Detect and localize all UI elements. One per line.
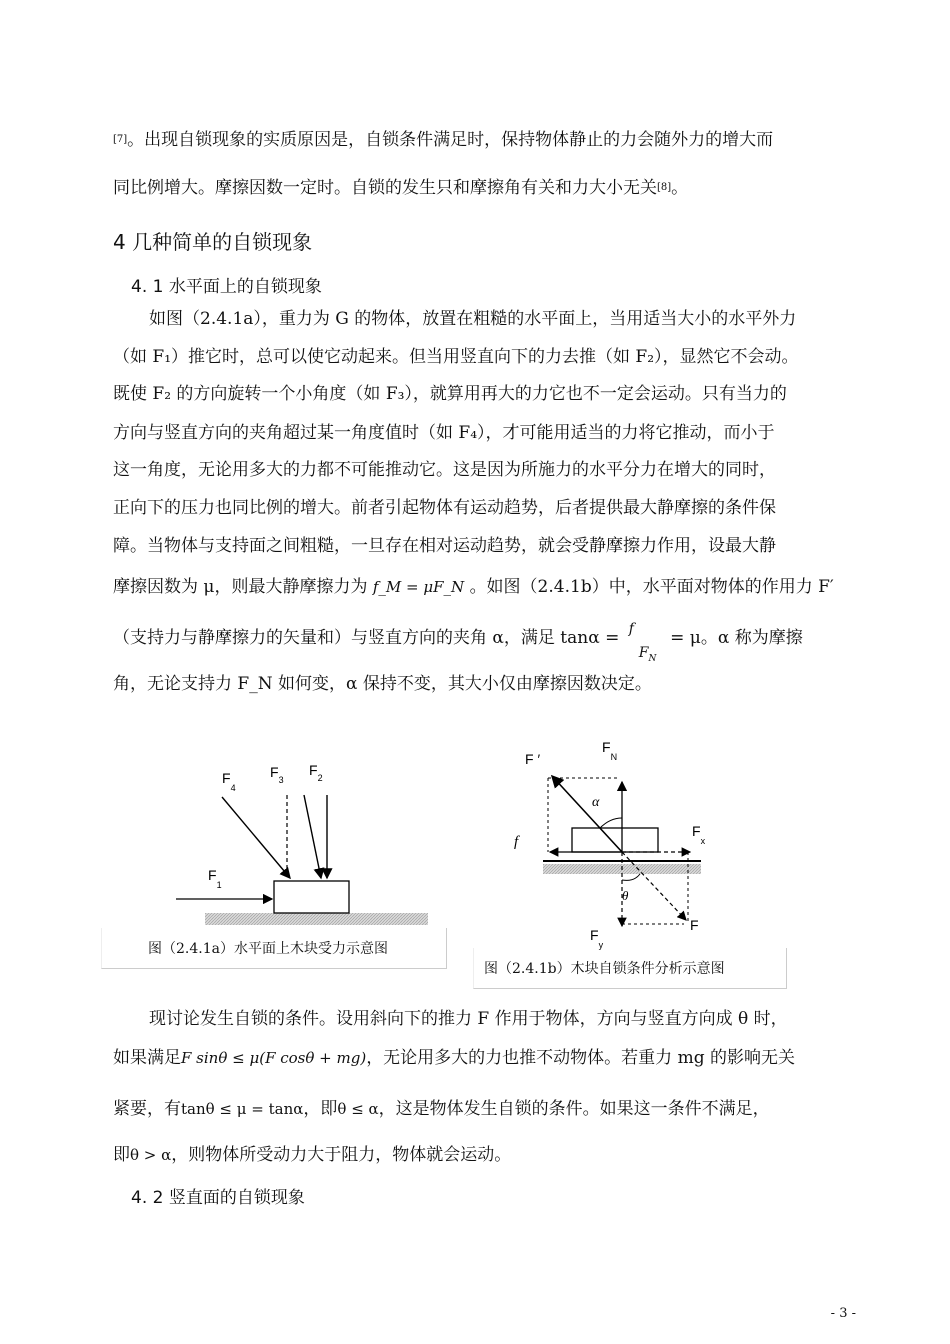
- para-line: 同比例增大。摩擦因数一定时。自锁的发生只和摩擦角有关和力大小无关[8]。: [113, 178, 689, 198]
- para-line: 这一角度，无论用多大的力都不可能推动它。这是因为所施力的水平分力在增大的同时，: [113, 460, 776, 480]
- block: [274, 881, 349, 913]
- alpha-arc: [600, 818, 622, 828]
- equation: f_M = μF_N: [372, 578, 465, 596]
- para-line: 障。当物体与支持面之间粗糙，一旦存在相对运动趋势，就会受静摩擦力作用，设最大静: [113, 536, 776, 556]
- page-number: - 3 -: [830, 1306, 856, 1321]
- figure-b-caption: 图（2.4.1b）木块自锁条件分析示意图: [484, 961, 725, 977]
- para-line: （如 F₁）推它时，总可以使它动起来。但当用竖直向下的力去推（如 F₂），显然它不会动。: [113, 347, 799, 367]
- section-heading: 4 几种简单的自锁现象: [113, 230, 313, 254]
- force-f4-arrow: [222, 797, 290, 878]
- label-fx: $F_x$: [692, 823, 706, 846]
- label-alpha: α: [592, 795, 600, 810]
- label-fn: $F_N$: [602, 740, 618, 762]
- para-line: （支持力与静摩擦力的矢量和）与竖直方向的夹角 α，满足 tanα = f $F_N$ = μ。α 称为摩擦: [113, 620, 803, 664]
- para-line: 即θ > α，则物体所受动力大于阻力，物体就会运动。: [113, 1145, 512, 1165]
- para-line: 如果满足F sinθ ≤ μ(F cosθ + mg)，无论用多大的力也推不动物体。若重力 mg 的影响无关: [113, 1048, 795, 1068]
- block: [572, 828, 658, 852]
- ground: [205, 913, 428, 925]
- para-line: 正向下的压力也同比例的增大。前者引起物体有运动趋势，后者提供最大静摩擦的条件保: [113, 498, 776, 518]
- force-f3-arrow: [304, 795, 321, 878]
- para-line: 现讨论发生自锁的条件。设用斜向下的推力 F 作用于物体，方向与竖直方向成 θ 时，: [149, 1009, 788, 1029]
- para-line: 角，无论支持力 F_N 如何变，α 保持不变，其大小仅由摩擦因数决定。: [113, 674, 652, 694]
- equation: θ > α: [130, 1146, 172, 1164]
- para-line: 如图（2.4.1a），重力为 G 的物体，放置在粗糙的水平面上，当用适当大小的水平外力: [149, 309, 797, 329]
- theta-arc: [622, 874, 640, 880]
- label-force-f: F: [690, 917, 699, 933]
- label-fy: $F_y$: [590, 927, 604, 950]
- label-f3: $F_3$: [270, 764, 284, 785]
- label-f-prime: F ′: [525, 751, 541, 767]
- para-line: 既使 F₂ 的方向旋转一个小角度（如 F₃），就算用再大的力它也不一定会运动。只有当力的: [113, 384, 787, 404]
- label-f4: $F_4$: [222, 770, 236, 793]
- force-f-arrow: [622, 852, 686, 920]
- label-f1: $F_1$: [208, 867, 222, 890]
- label-f: f: [514, 834, 519, 850]
- citation: [8]: [657, 182, 672, 193]
- subsection-heading: 4. 1 水平面上的自锁现象: [131, 277, 322, 297]
- figure-2-4-1b: [500, 740, 760, 950]
- equation: F sinθ ≤ μ(F cosθ + mg): [181, 1049, 367, 1067]
- para-line: 紧要，有tanθ ≤ μ = tanα，即θ ≤ α，这是物体发生自锁的条件。如果这一条件不满足，: [113, 1099, 770, 1119]
- para-line: [7]。出现自锁现象的实质原因是，自锁条件满足时，保持物体静止的力会随外力的增大而: [113, 130, 774, 150]
- label-theta: θ: [622, 888, 629, 903]
- fraction-f-over-FN: f $F_N$: [628, 620, 657, 664]
- para-line: 方向与竖直方向的夹角超过某一角度值时（如 F₄），才可能用适当的力将它推动，而小于: [113, 423, 775, 443]
- subsection-heading: 4. 2 竖直面的自锁现象: [131, 1188, 305, 1208]
- equation: tanθ ≤ μ = tanα: [181, 1100, 304, 1118]
- para-line: 摩擦因数为 μ，则最大静摩擦力为 f_M = μF_N 。如图（2.4.1b）中，水平面对物体的作用力 F′: [113, 577, 834, 597]
- equation: θ ≤ α: [337, 1100, 379, 1118]
- citation: [7]: [113, 134, 128, 145]
- figure-a-caption: 图（2.4.1a）水平面上木块受力示意图: [148, 941, 388, 957]
- label-f2: $F_2$: [309, 762, 323, 783]
